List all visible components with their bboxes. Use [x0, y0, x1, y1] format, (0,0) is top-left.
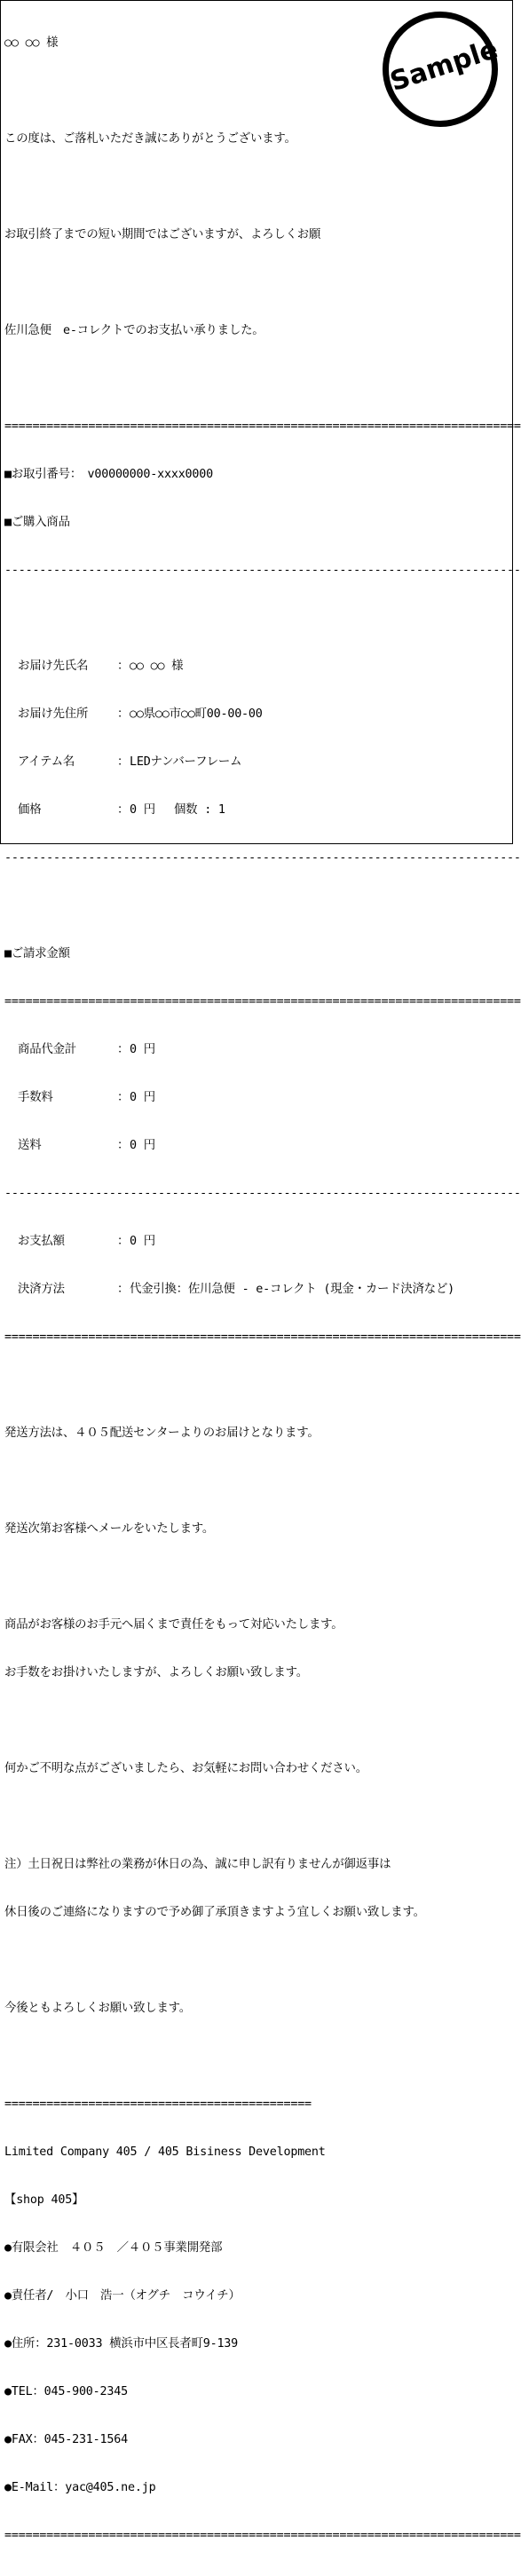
order-number: ■お取引番号： v00000000-xxxx0000 — [4, 468, 214, 481]
double-rule: ========================================================================== — [4, 1331, 521, 1344]
billing-row-value: 0 円 — [130, 1235, 155, 1248]
contact-text: 何かご不明な点がございましたら、お気軽にお問い合わせください。 — [4, 1762, 367, 1775]
responsibility-text: 商品がお客様のお手元へ届くまで責任をもって対応いたします。 — [4, 1618, 343, 1632]
billing-row-method: 決済方法 ：代金引換：佐川急便 - e-コレクト (現金・カード決済など) — [4, 1282, 512, 1298]
single-rule: -------------------------------------------------------------------------- — [4, 1187, 521, 1200]
billing-row-label: 送料 — [18, 1139, 42, 1152]
single-rule: -------------------------------------------------------------------------- — [4, 851, 521, 865]
company-fax: ●FAX：045-231-1564 — [4, 2433, 128, 2446]
order-row-address: お届け先住所 ：○○県○○市○○町00-00-00 — [4, 707, 512, 723]
holiday-note: 注）土日祝日は弊社の業務が休日の為、誠に申し訳有りませんが御返事は — [4, 1858, 391, 1871]
items-heading: ■ご購入商品 — [4, 516, 70, 529]
sample-stamp — [383, 12, 502, 127]
footer-rule: ========================================================================== — [4, 2529, 521, 2542]
billing-row-shipping: 送料 ：0 円 — [4, 1138, 512, 1154]
order-row-price: 価格 ：0 円 個数 : 1 — [4, 802, 512, 818]
holiday-note: 休日後のご連絡になりますので予め御了承頂きますよう宜しくお願い致します。 — [4, 1906, 425, 1919]
billing-row-value: 0 円 — [130, 1043, 155, 1056]
company-address: ●住所：231-0033 横浜市中区長者町9-139 — [4, 2337, 239, 2351]
email-body — [4, 4, 521, 2576]
closing-text: 今後ともよろしくお願い致します。 — [4, 2002, 191, 2015]
billing-row-total: お支払額 ：0 円 — [4, 1234, 512, 1250]
company-email[interactable]: ●E-Mail：yac@405.ne.jp — [4, 2481, 156, 2494]
addressee: ○○ ○○ 様 — [4, 36, 59, 50]
billing-row-label: お支払額 — [18, 1235, 65, 1248]
shipping-text: 発送方法は、４０５配送センターよりのお届けとなります。 — [4, 1426, 320, 1440]
order-row-value: ○○県○○市○○町00-00-00 — [130, 707, 263, 721]
order-row-label: アイテム名 — [18, 755, 75, 769]
request-text: お取引終了までの短い期間ではございますが、よろしくお願 — [4, 228, 321, 241]
responsibility-text: お手数をお掛けいたしますが、よろしくお願い致します。 — [4, 1666, 308, 1679]
billing-row-value: 代金引換：佐川急便 - e-コレクト (現金・カード決済など) — [130, 1283, 455, 1296]
order-row-label: お届け先住所 — [18, 707, 89, 721]
order-row-label: 価格 — [18, 803, 42, 817]
company-tel: ●TEL：045-900-2345 — [4, 2385, 128, 2398]
order-row-value: 0 円 個数 : 1 — [130, 803, 225, 817]
double-rule: ========================================================================== — [4, 420, 521, 433]
billing-row-subtotal: 商品代金計 ：0 円 — [4, 1042, 512, 1058]
billing-row-label: 手数料 — [18, 1091, 53, 1104]
billing-row-value: 0 円 — [130, 1091, 155, 1104]
order-row-name: お届け先氏名 ：○○ ○○ 様 — [4, 659, 512, 675]
order-row-value: ○○ ○○ 様 — [130, 660, 184, 673]
billing-row-label: 商品代金計 — [18, 1043, 76, 1056]
billing-row-label: 決済方法 — [18, 1283, 65, 1296]
footer-rule: ============================================ — [4, 2098, 312, 2111]
double-rule: ========================================================================== — [4, 995, 521, 1008]
billing-row-fee: 手数料 ：0 円 — [4, 1090, 512, 1106]
company-name-jp: ●有限会社 ４０５ ／４０５事業開発部 — [4, 2241, 223, 2255]
single-rule: -------------------------------------------------------------------------- — [4, 564, 521, 577]
shop-name: 【shop 405】 — [4, 2193, 84, 2207]
order-row-value: LEDナンバーフレーム — [130, 755, 242, 769]
payment-note: 佐川急便 e-コレクトでのお支払い承りました。 — [4, 324, 264, 337]
manager-name: ●責任者/ 小口 浩一（オグチ コウイチ） — [4, 2289, 241, 2303]
greeting-text: この度は、ご落札いただき誠にありがとうございます。 — [4, 132, 296, 146]
company-name-en: Limited Company 405 / 405 Bisiness Development — [4, 2145, 326, 2159]
order-row-label: お届け先氏名 — [18, 660, 89, 673]
mail-notice-text: 発送次第お客様へメールをいたします。 — [4, 1522, 215, 1536]
order-row-item: アイテム名 ：LEDナンバーフレーム — [4, 755, 512, 770]
sample-stamp-text: Sample — [386, 34, 502, 99]
billing-heading: ■ご請求金額 — [4, 947, 70, 960]
billing-row-value: 0 円 — [130, 1139, 155, 1152]
